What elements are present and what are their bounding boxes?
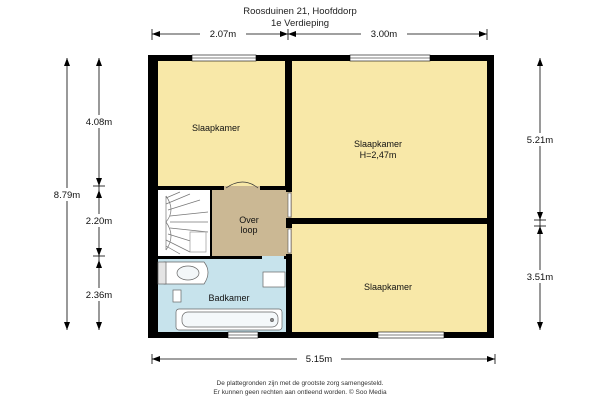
label-bedroom-height: H=2,47m	[359, 150, 397, 160]
sink-bowl-icon	[177, 266, 199, 280]
label-bathroom: Badkamer	[208, 293, 250, 303]
sink-counter-icon	[158, 262, 166, 284]
dim-right-upper: 5.21m	[526, 135, 554, 146]
towel-rack-icon	[173, 290, 181, 302]
label-landing-line2: loop	[240, 225, 258, 235]
floor-title: 1e Verdieping	[270, 18, 330, 29]
dim-left-upper: 4.08m	[85, 117, 113, 128]
dim-top-right: 3.00m	[370, 29, 398, 40]
dim-left-lower: 2.36m	[85, 290, 113, 301]
dim-top-left: 2.07m	[209, 29, 237, 40]
label-bedroom-top-left: Slaapkamer	[191, 123, 241, 133]
address-title: Roosduinen 21, Hoofddorp	[243, 6, 357, 17]
room-bedroom-bottom-right	[292, 224, 487, 332]
label-bedroom-top-right: Slaapkamer	[353, 139, 403, 149]
label-bedroom-bottom-right: Slaapkamer	[363, 282, 413, 292]
dim-bottom: 5.15m	[305, 354, 333, 365]
disclaimer-line2: Er kunnen geen rechten aan ontleend worden. © Soo Media	[213, 389, 387, 396]
disclaimer-line1: De plattegronden zijn met de grootste zorg samengesteld.	[216, 380, 384, 387]
label-landing-line1: Over	[239, 215, 259, 225]
dim-left-middle: 2.20m	[85, 216, 113, 227]
dim-left-total: 8.79m	[53, 190, 81, 201]
toilet-icon	[263, 272, 285, 287]
dim-right-lower: 3.51m	[526, 272, 554, 283]
